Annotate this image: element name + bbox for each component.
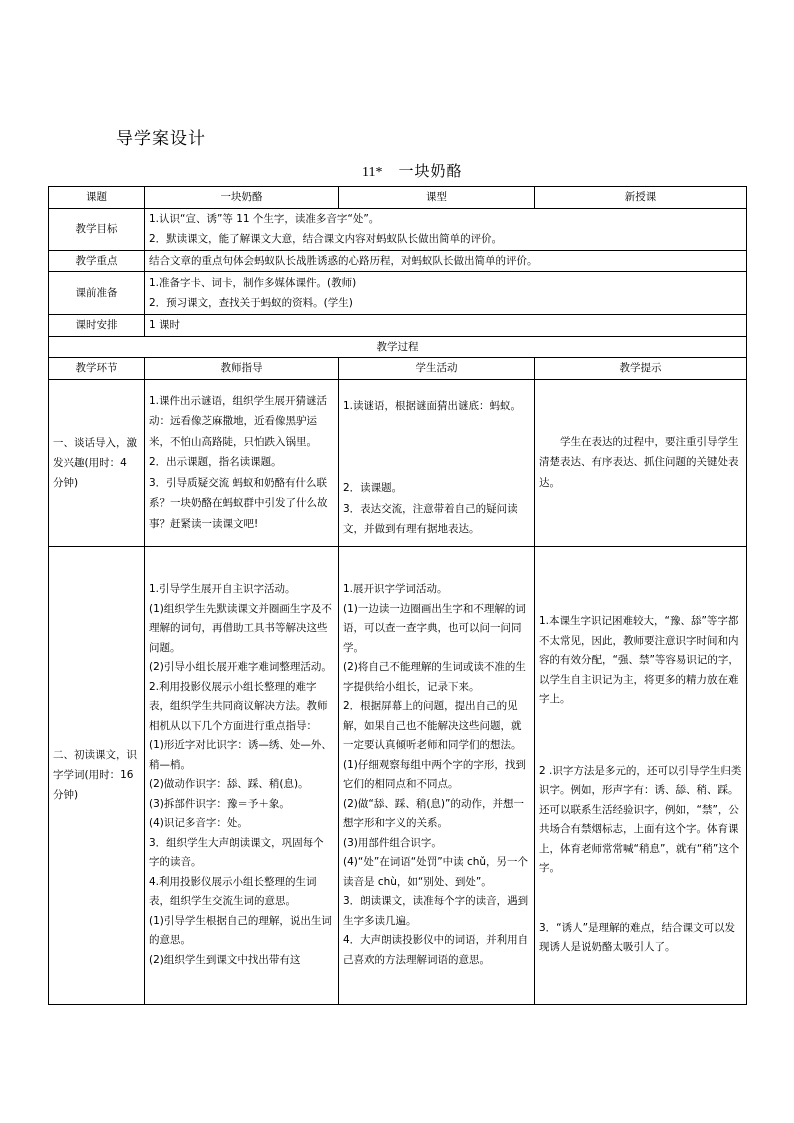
objective-line: 2．默读课文，能了解课文大意，结合课文内容对蚂蚁队长做出简单的评价。 (149, 233, 503, 245)
student-step: (2)做“舔、踩、稍(息)”的动作，并想一想字形和字义的关系。 (343, 797, 524, 829)
teacher-step: (2)引导小组长展开难字难词整理活动。 (149, 661, 332, 673)
student-step: (2)将自己不能理解的生词或读不准的生字提供给小组长，记录下来。 (343, 661, 526, 693)
section1-student (339, 379, 535, 546)
student-step: (3)用部件组合识字。 (343, 836, 442, 849)
objectives-label: 教学目标 (49, 208, 145, 250)
objectives-content (145, 208, 747, 250)
prep-label: 课前准备 (49, 272, 145, 315)
prep-row (49, 272, 747, 315)
process-header-row (49, 358, 747, 380)
section2-tips (535, 546, 747, 1004)
student-step: 4．大声朗读投影仪中的词语，并利用自己喜欢的方法理解词语的意思。 (343, 934, 529, 966)
teacher-step: 3．引导质疑交流 蚂蚁和奶酪有什么联系？一块奶酪在蚂蚁群中引发了什么故事？赶紧读一读课文吧! (149, 476, 328, 530)
tip-text: 1.本课生字识记困难较大，“豫、舔”等字都不太常见，因此，教师要注意识字时间和内容的有效分配，“强、禁”等容易识记的字，以学生自主识记为主，将更多的精力放在难字上。 (539, 615, 739, 706)
tip-text: 3．“诱人”是理解的难点，结合课文可以发现诱人是说奶酪太吸引人了。 (539, 921, 736, 954)
objectives-row (49, 208, 747, 250)
teacher-step: (1)引导学生根据自己的理解，说出生词的意思。 (149, 914, 332, 946)
header-student: 学生活动 (339, 358, 535, 380)
student-step: (1)一边读一边圈画出生字和不理解的词语，可以查一查字典，也可以问一问同学。 (343, 602, 526, 654)
hours-label: 课时安排 (49, 315, 145, 337)
section2-row (49, 546, 747, 1004)
prep-content (145, 272, 747, 315)
teacher-step: (2)做动作识字：舔、踩、稍(息)。 (149, 778, 309, 790)
section2-teacher (145, 546, 339, 1004)
teacher-step: 1.引导学生展开自主识字活动。 (149, 583, 296, 595)
teacher-step: (3)拆部件识字：豫＝予＋象。 (149, 797, 290, 810)
tip-text: 学生在表达的过程中，要注重引导学生清楚表达、有序表达、抓住问题的关键处表达。 (539, 435, 739, 489)
teacher-step: 2．出示课题，指名读课题。 (149, 456, 282, 469)
section1-teacher (145, 379, 339, 546)
student-step: 2．读课题。 (343, 482, 403, 494)
prep-line: 1.准备字卡、词卡，制作多媒体课件。(教师) (149, 276, 357, 289)
section1-row (49, 379, 747, 546)
prep-line: 2．预习课文，查找关于蚂蚁的资料。(学生) (149, 297, 353, 309)
teacher-step: 3．组织学生大声朗读课文，巩固每个字的读音。 (149, 836, 324, 868)
lesson-title (362, 160, 463, 181)
section1-stage: 一、谈话导入，激发兴趣(用时：4 分钟) (49, 379, 145, 546)
objective-line: 1.认识“宣、诱”等 11 个生字，读准多音字“处”。 (149, 212, 380, 225)
section1-tips (535, 379, 747, 546)
teacher-step: (2)组织学生到课文中找出带有这 (149, 953, 301, 966)
student-step: 3．朗读课文，读准每个字的读音，遇到生字多读几遍。 (343, 895, 529, 927)
lesson-name: 一块奶酪 (398, 162, 463, 180)
topic-row (49, 187, 747, 209)
type-label: 课型 (339, 187, 535, 209)
section2-stage: 二、初读课文，识字学词(用时：16 分钟) (49, 546, 145, 1004)
student-step: 1.读谜语，根据谜面猜出谜底：蚂蚁。 (343, 399, 522, 412)
teacher-step: 2.利用投影仪展示小组长整理的难字表，组织学生共同商议解决方法。教师相机从以下几个方面进行重点指导： (149, 680, 328, 732)
topic-value: 一块奶酪 (145, 187, 339, 209)
student-step: 3．表达交流，注意带着自己的疑问读文，并做到有理有据地表达。 (343, 502, 518, 535)
process-title: 教学过程 (49, 336, 747, 358)
topic-label: 课题 (49, 187, 145, 209)
type-value: 新授课 (535, 187, 747, 209)
student-step: 1.展开识字学词活动。 (343, 583, 448, 595)
teacher-step: 4.利用投影仪展示小组长整理的生词表，组织学生交流生词的意思。 (149, 875, 317, 907)
header-teacher: 教师指导 (145, 358, 339, 380)
teacher-step: (1)形近字对比识字：诱—绣、处—外、稍—梢。 (149, 739, 332, 771)
lesson-plan-table (48, 186, 747, 1005)
header-tips: 教学提示 (535, 358, 747, 380)
student-step: (4)“处”在词语“处罚”中读 chǔ，另一个读音是 chù，如“别处、到处”。 (343, 856, 529, 888)
hours-row (49, 315, 747, 337)
student-step: (1)仔细观察每组中两个字的字形，找到它们的相同点和不同点。 (343, 758, 526, 790)
teacher-step: 1.课件出示谜语，组织学生展开猜谜活动：远看像芝麻撒地，近看像黑驴运米，不怕山高路陡，只怕跌入锅里。 (149, 394, 328, 448)
page-heading: 导学案设计 (116, 129, 206, 149)
lesson-number: 11* (362, 165, 383, 180)
header-stage: 教学环节 (49, 358, 145, 380)
teacher-step: (1)组织学生先默读课文并圈画生字及不理解的词句，再借助工具书等解决这些问题。 (149, 602, 332, 654)
section2-student (339, 546, 535, 1004)
student-step: 2．根据屏幕上的问题，提出自己的见解，如果自己也不能解决这些问题，就一定要认真倾听老师和同学们的想法。 (343, 700, 522, 751)
process-title-row (49, 336, 747, 358)
focus-row (49, 250, 747, 272)
focus-label: 教学重点 (49, 250, 145, 272)
focus-content: 结合文章的重点句体会蚂蚁队长战胜诱惑的心路历程，对蚂蚁队长做出简单的评价。 (145, 250, 747, 272)
tip-text: 2 .识字方法是多元的，还可以引导学生归类识字。例如，形声字有：诱、舔、稍、踩。还可以联系生活经验识字，例如，“禁”，公共场合有禁烟标志，上面有这个字。体育课上，体育老师常常喊“稍息”，就有“稍”这个字。 (539, 764, 742, 875)
hours-content: 1 课时 (145, 315, 747, 337)
teacher-step: (4)识记多音字：处。 (149, 817, 248, 829)
